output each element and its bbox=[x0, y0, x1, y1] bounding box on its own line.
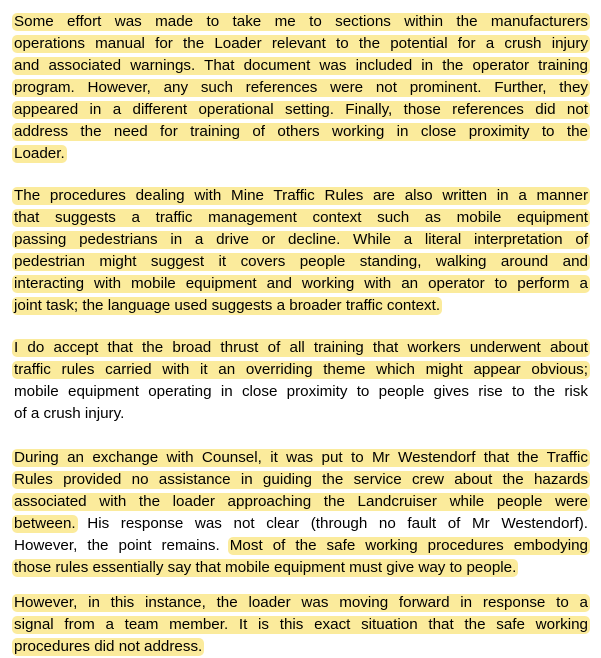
line-text: signal from a team member. It is this exact situation that the safe working bbox=[14, 616, 588, 633]
text-line bbox=[13, 381, 589, 403]
line-text: those rules essentially say that mobile equipment must give way to people. bbox=[14, 559, 517, 576]
text-line bbox=[13, 229, 589, 251]
text-line bbox=[13, 99, 589, 121]
line-text: During an exchange with Counsel, it was put to Mr Westendorf that the Traffic bbox=[14, 449, 588, 466]
document-body bbox=[13, 11, 589, 658]
line-text: of a crush injury. bbox=[14, 405, 125, 422]
paragraph-2 bbox=[13, 185, 589, 317]
text-line bbox=[13, 447, 589, 469]
line-text: procedures did not address. bbox=[14, 638, 203, 655]
text-line bbox=[13, 614, 589, 636]
line-text: pedestrian might suggest it covers people standing, walking around and bbox=[14, 253, 588, 270]
text-line bbox=[13, 185, 589, 207]
line-text: address the need for training of others working in close proximity to the bbox=[14, 123, 588, 140]
text-line bbox=[13, 535, 589, 557]
line-text: and associated warnings. That document was included in the operator training bbox=[14, 57, 588, 74]
paragraph-3 bbox=[13, 337, 589, 425]
text-line bbox=[13, 403, 589, 425]
line-text: between. His response was not clear (through no fault of Mr Westendorf). bbox=[14, 515, 588, 532]
text-line bbox=[13, 33, 589, 55]
line-text: program. However, any such references were not prominent. Further, they bbox=[14, 79, 588, 96]
text-line bbox=[13, 207, 589, 229]
text-line bbox=[13, 11, 589, 33]
line-text: appeared in a different operational setting. Finally, those references did not bbox=[14, 101, 588, 118]
text-line bbox=[13, 557, 589, 579]
text-line bbox=[13, 295, 589, 317]
line-text: mobile equipment operating in close proximity to people gives rise to the risk bbox=[14, 383, 588, 400]
line-text: Some effort was made to take me to sections within the manufacturers bbox=[14, 13, 588, 30]
line-text: The procedures dealing with Mine Traffic Rules are also written in a manner bbox=[14, 187, 588, 204]
text-line bbox=[13, 636, 589, 658]
line-text: Rules provided no assistance in guiding the service crew about the hazards bbox=[14, 471, 588, 488]
text-line bbox=[13, 121, 589, 143]
text-line bbox=[13, 143, 589, 165]
line-text: that suggests a traffic management context such as mobile equipment bbox=[14, 209, 588, 226]
line-text: I do accept that the broad thrust of all training that workers underwent about bbox=[14, 339, 588, 356]
text-line bbox=[13, 491, 589, 513]
text-line bbox=[13, 592, 589, 614]
line-text: joint task; the language used suggests a broader traffic context. bbox=[14, 297, 441, 314]
line-text: associated with the loader approaching the Landcruiser while people were bbox=[14, 493, 588, 510]
paragraph-1 bbox=[13, 11, 589, 165]
line-text: passing pedestrians in a drive or decline. While a literal interpretation of bbox=[14, 231, 588, 248]
paragraph-4 bbox=[13, 447, 589, 579]
text-line bbox=[13, 513, 589, 535]
line-text: Loader. bbox=[14, 145, 65, 162]
line-text: However, the point remains. Most of the safe working procedures embodying bbox=[14, 537, 588, 554]
line-text: interacting with mobile equipment and working with an operator to perform a bbox=[14, 275, 588, 292]
line-text: operations manual for the Loader relevant to the potential for a crush injury bbox=[14, 35, 588, 52]
text-line bbox=[13, 77, 589, 99]
line-text: However, in this instance, the loader was moving forward in response to a bbox=[14, 594, 588, 611]
line-text: traffic rules carried with it an overriding theme which might appear obvious; bbox=[14, 361, 588, 378]
text-line bbox=[13, 359, 589, 381]
text-line bbox=[13, 469, 589, 491]
text-line bbox=[13, 337, 589, 359]
text-line bbox=[13, 251, 589, 273]
text-line bbox=[13, 55, 589, 77]
paragraph-5 bbox=[13, 592, 589, 658]
text-line bbox=[13, 273, 589, 295]
